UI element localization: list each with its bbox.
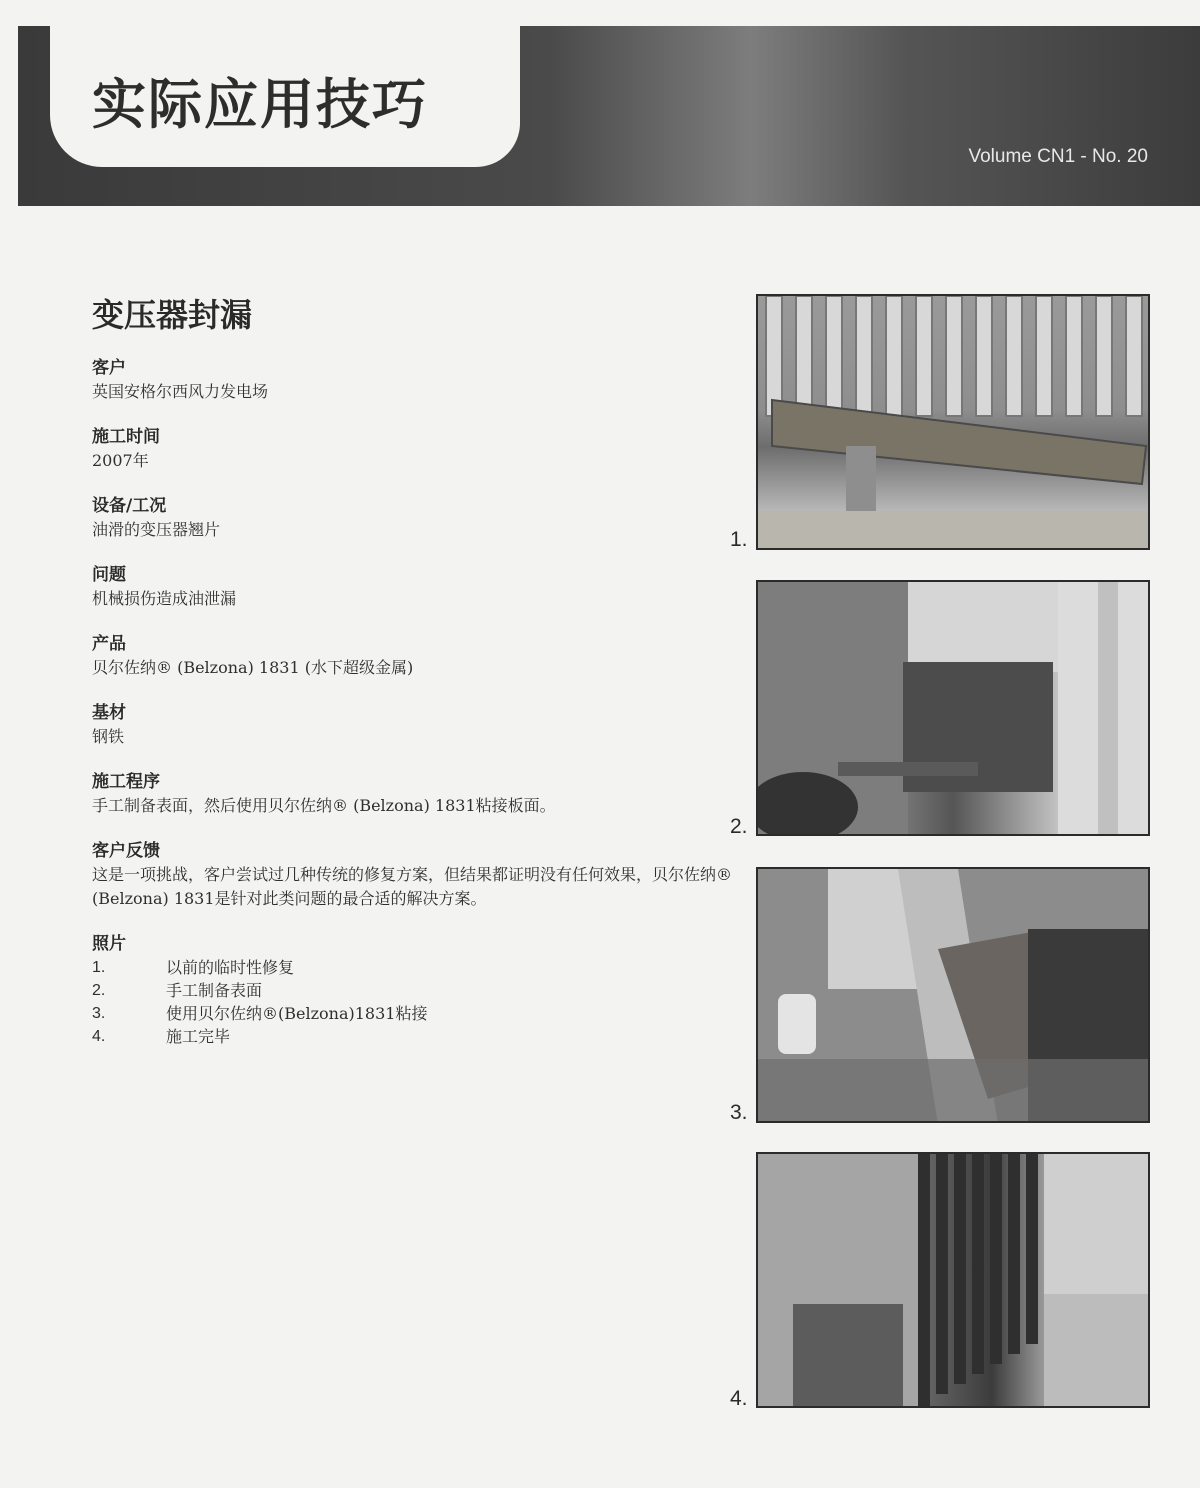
section-label: 基材 <box>92 703 126 723</box>
photo-number: 3. <box>730 1101 748 1124</box>
section-value: 贝尔佐纳® (Belzona) 1831 (水下超级金属) <box>92 658 414 677</box>
photo-caption <box>92 1025 732 1048</box>
section-substrate <box>92 701 732 749</box>
photo-caption <box>92 956 732 979</box>
section-value: 机械损伤造成油泄漏 <box>92 589 237 608</box>
section-value: 油滑的变压器翘片 <box>92 520 221 539</box>
section-label: 问题 <box>92 565 126 585</box>
section-date <box>92 425 732 473</box>
photo-caption-text: 使用贝尔佐纳®(Belzona)1831粘接 <box>166 1004 428 1023</box>
section-problem <box>92 563 732 611</box>
section-product <box>92 632 732 680</box>
section-label: 施工程序 <box>92 772 160 792</box>
article-title: 变压器封漏 <box>92 296 253 334</box>
photo-caption-num: 4. <box>92 1028 106 1045</box>
section-value: 2007年 <box>92 451 149 470</box>
photo-bonding-application <box>756 867 1150 1123</box>
photo-3-illustration <box>758 869 1150 1123</box>
photo-caption-num: 1. <box>92 959 106 976</box>
photo-caption <box>92 1002 732 1025</box>
photo-number: 4. <box>730 1387 748 1410</box>
photo-caption <box>92 979 732 1002</box>
photo-caption-num: 2. <box>92 982 106 999</box>
photo-caption-text: 施工完毕 <box>166 1027 231 1046</box>
section-value: 英国安格尔西风力发电场 <box>92 382 269 401</box>
section-value: 手工制备表面，然后使用贝尔佐纳® (Belzona) 1831粘接板面。 <box>92 796 556 815</box>
section-value: 钢铁 <box>92 727 125 746</box>
photo-1-illustration <box>758 296 1150 550</box>
photo-number: 2. <box>730 815 748 838</box>
photo-2-illustration <box>758 582 1150 836</box>
photo-caption-text: 手工制备表面 <box>166 981 263 1000</box>
section-procedure <box>92 770 732 818</box>
section-label: 产品 <box>92 634 126 654</box>
section-value: 这是一项挑战，客户尝试过几种传统的修复方案，但结果都证明没有任何效果，贝尔佐纳® (Belzona) 1831是针对此类问题的最合适的解决方案。 <box>92 865 733 908</box>
section-label: 客户反馈 <box>92 841 160 861</box>
section-client <box>92 356 732 404</box>
photo-number: 1. <box>730 528 748 551</box>
section-label: 施工时间 <box>92 427 160 447</box>
photo-caption-list <box>92 956 732 1048</box>
photo-caption-num: 3. <box>92 1005 106 1022</box>
section-feedback <box>92 839 732 911</box>
page-title: 实际应用技巧 <box>92 73 428 136</box>
section-label: 客户 <box>92 358 126 378</box>
photo-temporary-repair <box>756 294 1150 550</box>
section-equipment <box>92 494 732 542</box>
photo-surface-preparation <box>756 580 1150 836</box>
section-label: 照片 <box>92 934 126 954</box>
info-list <box>92 356 732 1069</box>
volume-number: Volume CN1 - No. 20 <box>968 146 1148 167</box>
photo-completed <box>756 1152 1150 1408</box>
photo-caption-text: 以前的临时性修复 <box>166 958 295 977</box>
section-label: 设备/工况 <box>92 496 167 516</box>
section-photos <box>92 932 732 1048</box>
photo-4-illustration <box>758 1154 1150 1408</box>
